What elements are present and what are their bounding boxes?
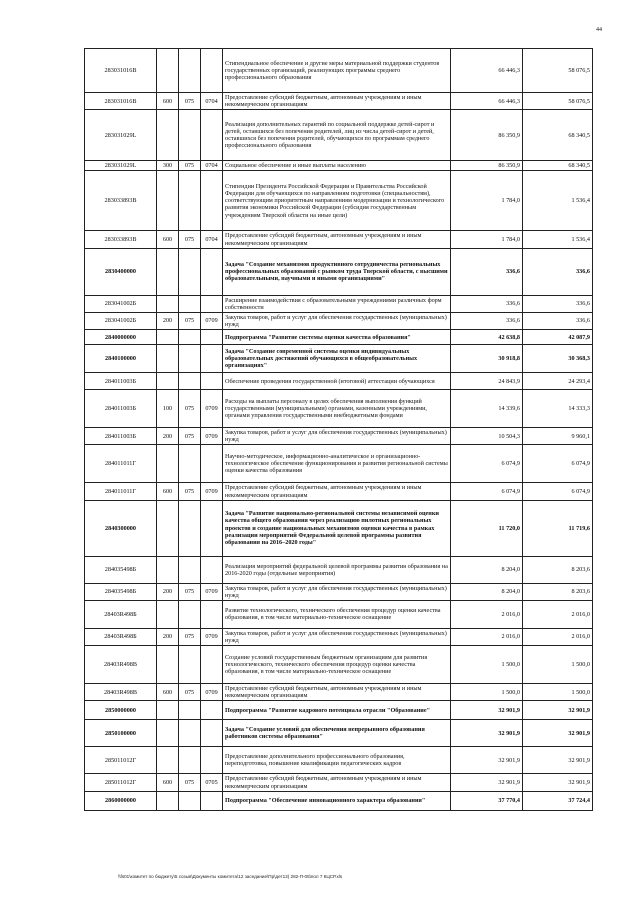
amount-plan-cell: 6 074,9 [451, 483, 523, 500]
admin-code-cell: 075 [179, 231, 201, 248]
admin-code-cell [179, 49, 201, 93]
amount-actual-cell: 336,6 [523, 312, 593, 329]
item-name-cell: Стипендиальное обеспечение и другие меры материальной поддержки студентов государственных организаций, реализующих программы среднего профессионального образования [223, 49, 451, 93]
amount-actual-cell: 1 536,4 [523, 231, 593, 248]
section-cell [201, 110, 223, 161]
section-cell [201, 500, 223, 556]
target-code-cell: 2860000000 [85, 791, 157, 810]
target-code-cell: 284035498Б [85, 556, 157, 583]
expense-type-cell [157, 747, 179, 774]
expense-type-cell [157, 110, 179, 161]
item-name-cell: Закупка товаров, работ и услуг для обеспечения государственных (муниципальных) нужд [223, 428, 451, 445]
expense-type-cell [157, 720, 179, 747]
amount-plan-cell: 32 901,9 [451, 747, 523, 774]
target-code-cell: 2850100000 [85, 720, 157, 747]
target-code-cell: 284011011Г [85, 445, 157, 483]
section-cell: 0709 [201, 628, 223, 645]
section-cell [201, 345, 223, 373]
target-code-cell: 2840100000 [85, 345, 157, 373]
target-code-cell: 283033893В [85, 231, 157, 248]
amount-plan-cell: 14 339,6 [451, 390, 523, 428]
section-cell: 0709 [201, 684, 223, 701]
table-row [85, 373, 593, 390]
table-row [85, 791, 593, 810]
admin-code-cell [179, 791, 201, 810]
amount-actual-cell: 58 076,5 [523, 93, 593, 110]
item-name-cell: Предоставление субсидий бюджетным, автономным учреждениям и иным некоммерческим организациям [223, 93, 451, 110]
target-code-cell: 28403R498Б [85, 600, 157, 628]
target-code-cell: 285011012Г [85, 774, 157, 791]
amount-plan-cell: 86 350,9 [451, 161, 523, 171]
section-cell [201, 445, 223, 483]
amount-plan-cell: 10 504,3 [451, 428, 523, 445]
table-row [85, 330, 593, 345]
expense-type-cell [157, 556, 179, 583]
target-code-cell: 283031016В [85, 49, 157, 93]
expense-type-cell [157, 330, 179, 345]
expense-type-cell: 600 [157, 483, 179, 500]
target-code-cell: 283033893В [85, 171, 157, 231]
admin-code-cell [179, 445, 201, 483]
item-name-cell: Реализация дополнительных гарантий по социальной поддержке детей-сирот и детей, оставшихся без попечения родителей, лиц из числа детей-сирот и детей, оставшихся без попечения родителей, обучающихся по программам среднего профессионального образования [223, 110, 451, 161]
amount-plan-cell: 336,6 [451, 295, 523, 312]
amount-plan-cell: 37 770,4 [451, 791, 523, 810]
amount-plan-cell: 32 901,9 [451, 701, 523, 720]
amount-plan-cell: 2 016,0 [451, 600, 523, 628]
expense-type-cell [157, 295, 179, 312]
expense-type-cell: 200 [157, 428, 179, 445]
amount-actual-cell: 9 960,1 [523, 428, 593, 445]
admin-code-cell: 075 [179, 312, 201, 329]
budget-table [84, 48, 593, 811]
expense-type-cell: 300 [157, 161, 179, 171]
amount-actual-cell: 24 293,4 [523, 373, 593, 390]
admin-code-cell [179, 600, 201, 628]
amount-plan-cell: 336,6 [451, 248, 523, 295]
admin-code-cell [179, 295, 201, 312]
section-cell [201, 556, 223, 583]
item-name-cell: Предоставление субсидий бюджетным, автономным учреждениям и иным некоммерческим организациям [223, 774, 451, 791]
expense-type-cell: 200 [157, 312, 179, 329]
amount-actual-cell: 14 333,3 [523, 390, 593, 428]
table-row [85, 248, 593, 295]
section-cell: 0705 [201, 774, 223, 791]
item-name-cell: Расширение взаимодействия с образовательными учреждениями различных форм собственности [223, 295, 451, 312]
amount-plan-cell: 1 500,0 [451, 684, 523, 701]
amount-plan-cell: 8 204,0 [451, 556, 523, 583]
expense-type-cell [157, 49, 179, 93]
table-row [85, 500, 593, 556]
amount-plan-cell: 1 784,0 [451, 231, 523, 248]
target-code-cell: 2850000000 [85, 701, 157, 720]
target-code-cell: 285011012Г [85, 747, 157, 774]
amount-actual-cell: 32 901,9 [523, 720, 593, 747]
amount-actual-cell: 32 901,9 [523, 774, 593, 791]
section-cell [201, 701, 223, 720]
amount-plan-cell: 1 784,0 [451, 171, 523, 231]
table-row [85, 110, 593, 161]
target-code-cell: 283031029L [85, 110, 157, 161]
expense-type-cell: 600 [157, 684, 179, 701]
table-row [85, 701, 593, 720]
admin-code-cell [179, 500, 201, 556]
expense-type-cell [157, 171, 179, 231]
item-name-cell: Стипендии Президента Российской Федерации и Правительства Российской Федерации для обучающихся по направлениям подготовки (специальностям), соответствующим приоритетным направлениям модернизации и технологического развития экономики Российской Федерации (субсидия государственным учреждениям Тверской области на иные цели) [223, 171, 451, 231]
amount-actual-cell: 42 087,9 [523, 330, 593, 345]
target-code-cell: 28403R498Б [85, 628, 157, 645]
amount-actual-cell: 6 074,9 [523, 483, 593, 500]
expense-type-cell [157, 701, 179, 720]
table-row [85, 93, 593, 110]
admin-code-cell [179, 747, 201, 774]
item-name-cell: Обеспечение проведения государственной (итоговой) аттестации обучающихся [223, 373, 451, 390]
table-row [85, 583, 593, 600]
item-name-cell: Предоставление субсидий бюджетным, автономным учреждениям и иным некоммерческим организациям [223, 483, 451, 500]
amount-plan-cell: 42 638,8 [451, 330, 523, 345]
expense-type-cell [157, 500, 179, 556]
target-code-cell: 28403R498В [85, 684, 157, 701]
admin-code-cell [179, 556, 201, 583]
target-code-cell: 283031029L [85, 161, 157, 171]
section-cell: 0704 [201, 93, 223, 110]
item-name-cell: Предоставление субсидий бюджетным, автономным учреждениям и иным некоммерческим организациям [223, 684, 451, 701]
amount-plan-cell: 66 446,3 [451, 49, 523, 93]
section-cell [201, 330, 223, 345]
target-code-cell: 284011003Б [85, 373, 157, 390]
admin-code-cell [179, 646, 201, 684]
expense-type-cell [157, 345, 179, 373]
section-cell: 0709 [201, 483, 223, 500]
section-cell [201, 720, 223, 747]
admin-code-cell: 075 [179, 684, 201, 701]
target-code-cell: 283041002Б [85, 312, 157, 329]
amount-actual-cell: 2 016,0 [523, 628, 593, 645]
admin-code-cell: 075 [179, 483, 201, 500]
target-code-cell: 283031016В [85, 93, 157, 110]
section-cell [201, 600, 223, 628]
item-name-cell: Расходы на выплаты персоналу в целях обеспечения выполнения функций государственными (муниципальными) органами, казенными учреждениями, органами управления государственными внебюджетными фондами [223, 390, 451, 428]
amount-actual-cell: 37 724,4 [523, 791, 593, 810]
expense-type-cell: 200 [157, 628, 179, 645]
section-cell: 0709 [201, 583, 223, 600]
table-row [85, 483, 593, 500]
table-row [85, 774, 593, 791]
amount-actual-cell: 32 901,9 [523, 747, 593, 774]
target-code-cell: 283041002Б [85, 295, 157, 312]
table-row [85, 49, 593, 93]
table-row [85, 295, 593, 312]
section-cell: 0709 [201, 428, 223, 445]
target-code-cell: 2840300000 [85, 500, 157, 556]
expense-type-cell [157, 791, 179, 810]
item-name-cell: Закупка товаров, работ и услуг для обеспечения государственных (муниципальных) нужд [223, 583, 451, 600]
amount-plan-cell: 30 918,8 [451, 345, 523, 373]
admin-code-cell [179, 248, 201, 295]
admin-code-cell [179, 171, 201, 231]
section-cell: 0709 [201, 312, 223, 329]
target-code-cell: 284011003Б [85, 428, 157, 445]
amount-actual-cell: 32 901,9 [523, 701, 593, 720]
amount-plan-cell: 66 446,3 [451, 93, 523, 110]
table-row [85, 428, 593, 445]
amount-actual-cell: 1 536,4 [523, 171, 593, 231]
item-name-cell: Подпрограмма "Обеспечение инновационного характера образования" [223, 791, 451, 810]
admin-code-cell: 075 [179, 774, 201, 791]
amount-actual-cell: 11 719,6 [523, 500, 593, 556]
section-cell [201, 248, 223, 295]
item-name-cell: Подпрограмма "Развитие системы оценки качества образования" [223, 330, 451, 345]
amount-plan-cell: 2 016,0 [451, 628, 523, 645]
admin-code-cell: 075 [179, 428, 201, 445]
amount-plan-cell: 6 074,9 [451, 445, 523, 483]
amount-plan-cell: 11 720,0 [451, 500, 523, 556]
table-row [85, 345, 593, 373]
expense-type-cell: 100 [157, 390, 179, 428]
item-name-cell: Задача "Создание механизмов продуктивного сотрудничества региональных профессиональных образований с рынком труда Тверской области, с высшими образовательными, научными и иными организациями" [223, 248, 451, 295]
item-name-cell: Задача "Создание условий для обеспечения непрерывного образования работников системы образования" [223, 720, 451, 747]
expense-type-cell [157, 600, 179, 628]
admin-code-cell: 075 [179, 628, 201, 645]
target-code-cell: 284011003Б [85, 390, 157, 428]
amount-actual-cell: 30 368,3 [523, 345, 593, 373]
item-name-cell: Предоставление дополнительного профессионального образования, переподготовка, повышение квалификации педагогических кадров [223, 747, 451, 774]
table-row [85, 161, 593, 171]
amount-plan-cell: 336,6 [451, 312, 523, 329]
amount-actual-cell: 1 500,0 [523, 646, 593, 684]
expense-type-cell: 600 [157, 231, 179, 248]
target-code-cell: 28403R498В [85, 646, 157, 684]
admin-code-cell: 075 [179, 93, 201, 110]
item-name-cell: Развитие технологического, технического обеспечения процедур оценки качества образования, в том числе материально-техническое оснащение [223, 600, 451, 628]
amount-actual-cell: 2 016,0 [523, 600, 593, 628]
admin-code-cell: 075 [179, 390, 201, 428]
table-row [85, 747, 593, 774]
item-name-cell: Создание условий государственным бюджетным организациям для развития технологического, технического обеспечения процедур оценки качества образования, в том числе материально-техническое оснащение [223, 646, 451, 684]
item-name-cell: Научно-методическое, информационно-аналитическое и организационно-технологическое обеспечение функционирования и развития региональной системы оценки качества образования [223, 445, 451, 483]
item-name-cell: Задача "Развитие национально-региональной системы независимой оценки качества общего образования через реализацию пилотных региональных проектов и создание национальных механизмов оценки качества в рамках реализации мероприятий Федеральной целевой программы развития образования на 2016–2020 годы" [223, 500, 451, 556]
target-code-cell: 2840000000 [85, 330, 157, 345]
amount-plan-cell: 8 204,0 [451, 583, 523, 600]
item-name-cell: Реализация мероприятий федеральной целевой программы развития образования на 2016-2020 годы (отдельные мероприятия) [223, 556, 451, 583]
item-name-cell: Предоставление субсидий бюджетным, автономным учреждениям и иным некоммерческим организациям [223, 231, 451, 248]
section-cell [201, 49, 223, 93]
amount-actual-cell: 58 076,5 [523, 49, 593, 93]
admin-code-cell [179, 330, 201, 345]
table-row [85, 231, 593, 248]
section-cell [201, 747, 223, 774]
item-name-cell: Социальное обеспечение и иные выплаты населению [223, 161, 451, 171]
admin-code-cell: 075 [179, 161, 201, 171]
section-cell [201, 171, 223, 231]
expense-type-cell [157, 646, 179, 684]
amount-actual-cell: 336,6 [523, 248, 593, 295]
section-cell [201, 295, 223, 312]
admin-code-cell [179, 373, 201, 390]
expense-type-cell: 600 [157, 93, 179, 110]
target-code-cell: 284035498Б [85, 583, 157, 600]
table-row [85, 556, 593, 583]
admin-code-cell [179, 110, 201, 161]
table-row [85, 720, 593, 747]
amount-plan-cell: 24 843,9 [451, 373, 523, 390]
item-name-cell: Закупка товаров, работ и услуг для обеспечения государственных (муниципальных) нужд [223, 312, 451, 329]
amount-plan-cell: 32 901,9 [451, 774, 523, 791]
admin-code-cell [179, 701, 201, 720]
table-row [85, 312, 593, 329]
amount-actual-cell: 6 074,9 [523, 445, 593, 483]
section-cell [201, 791, 223, 810]
table-row [85, 684, 593, 701]
amount-actual-cell: 8 203,6 [523, 556, 593, 583]
amount-actual-cell: 8 203,6 [523, 583, 593, 600]
amount-plan-cell: 32 901,9 [451, 720, 523, 747]
table-row [85, 171, 593, 231]
admin-code-cell [179, 720, 201, 747]
table-row [85, 390, 593, 428]
expense-type-cell: 200 [157, 583, 179, 600]
section-cell [201, 646, 223, 684]
admin-code-cell [179, 345, 201, 373]
amount-actual-cell: 68 340,5 [523, 110, 593, 161]
page-number: 44 [596, 27, 602, 33]
table-row [85, 600, 593, 628]
file-path-footer: \\fs01\комитет по бюджету\5 созыв\Документы комитета\12 заседание\Пр\дет13) 282-П-05\пол 7 КЦСР.xls [118, 874, 343, 879]
amount-actual-cell: 336,6 [523, 295, 593, 312]
table-row [85, 445, 593, 483]
admin-code-cell: 075 [179, 583, 201, 600]
target-code-cell: 284011011Г [85, 483, 157, 500]
section-cell: 0709 [201, 390, 223, 428]
target-code-cell: 2830400000 [85, 248, 157, 295]
amount-actual-cell: 68 340,5 [523, 161, 593, 171]
expense-type-cell [157, 445, 179, 483]
amount-actual-cell: 1 500,0 [523, 684, 593, 701]
section-cell [201, 373, 223, 390]
expense-type-cell [157, 248, 179, 295]
amount-plan-cell: 86 350,9 [451, 110, 523, 161]
table-row [85, 646, 593, 684]
section-cell: 0704 [201, 231, 223, 248]
item-name-cell: Закупка товаров, работ и услуг для обеспечения государственных (муниципальных) нужд [223, 628, 451, 645]
amount-plan-cell: 1 500,0 [451, 646, 523, 684]
expense-type-cell [157, 373, 179, 390]
expense-type-cell: 600 [157, 774, 179, 791]
item-name-cell: Задача "Создание современной системы оценки индивидуальных образовательных достижений обучающихся в общеобразовательных организациях" [223, 345, 451, 373]
table-row [85, 628, 593, 645]
section-cell: 0704 [201, 161, 223, 171]
item-name-cell: Подпрограмма "Развитие кадрового потенциала отрасли "Образование" [223, 701, 451, 720]
